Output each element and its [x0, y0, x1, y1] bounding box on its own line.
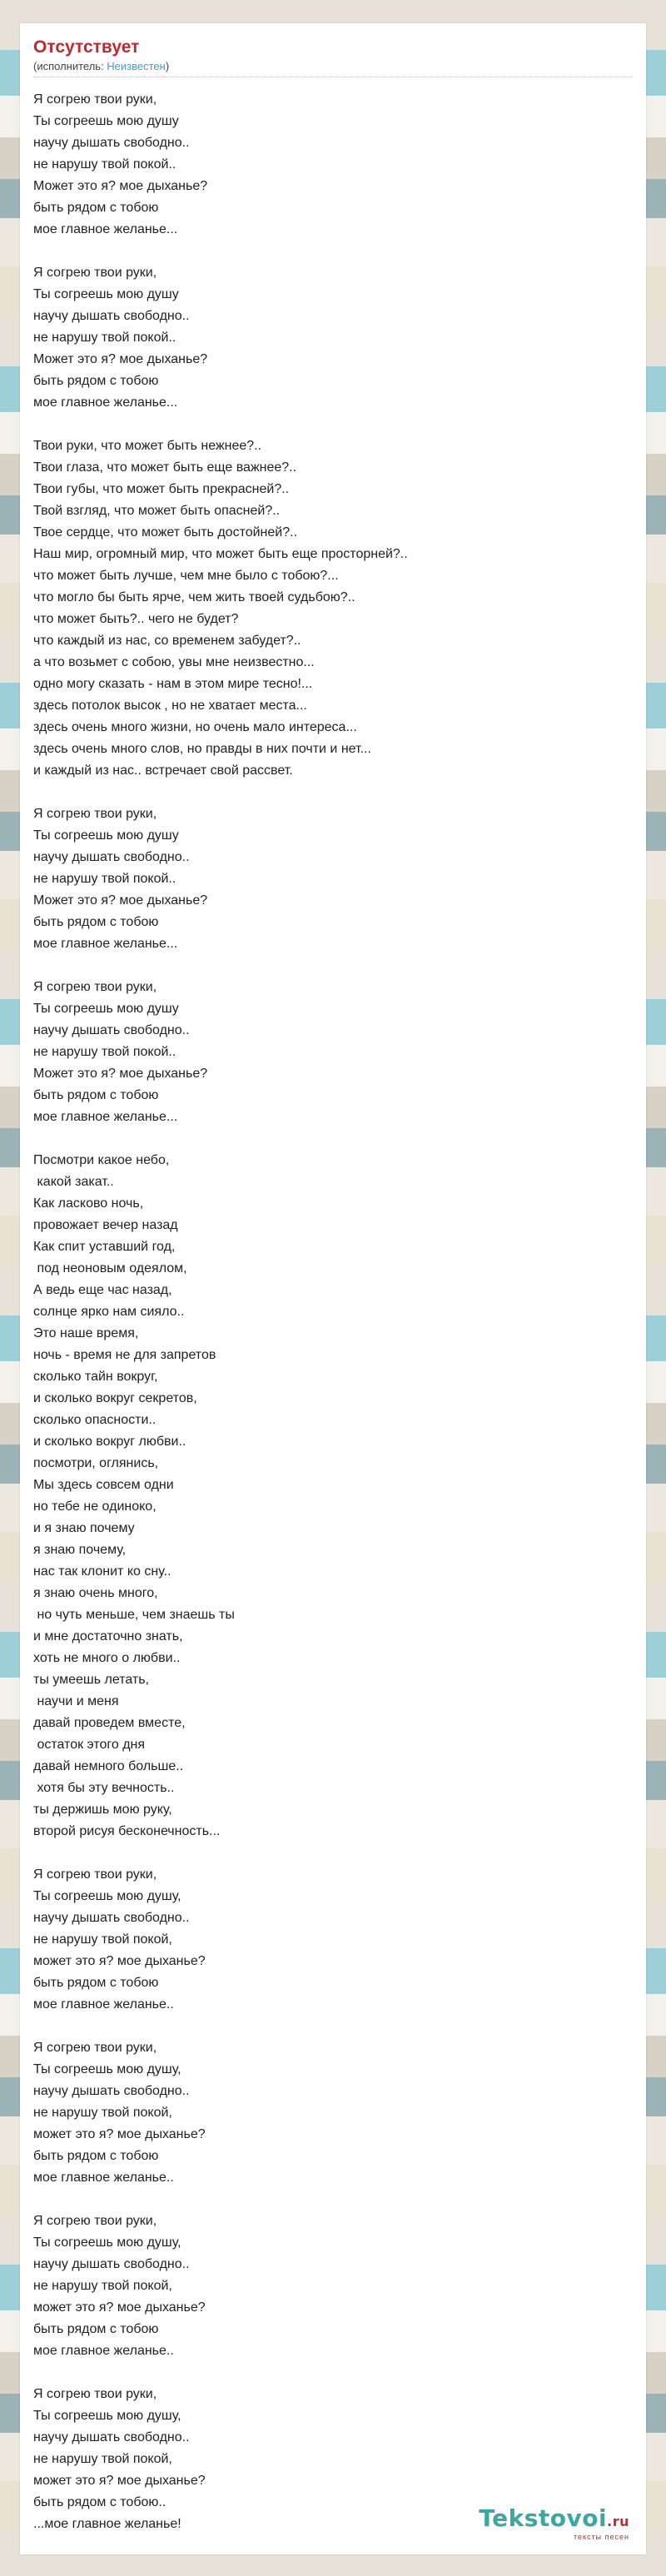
- lyrics-line: Я согрею твои руки,: [33, 92, 157, 107]
- lyrics-line: Посмотри какое небо,: [33, 1153, 170, 1167]
- lyrics-line: Я согрею твои руки,: [33, 266, 157, 280]
- lyrics-line: здесь очень много жизни, но очень мало интереса...: [33, 720, 357, 734]
- lyrics-line: научу дышать свободно..: [33, 850, 190, 864]
- lyrics-line: не нарушу твой покой,: [33, 2279, 172, 2293]
- lyrics-line: какой закат..: [33, 1175, 114, 1189]
- lyrics-line: может это я? мое дыханье?: [33, 1954, 206, 1968]
- lyrics-line: Я согрею твои руки,: [33, 2214, 157, 2228]
- lyrics-line: Как спит уставший год,: [33, 1240, 176, 1254]
- lyrics-line: Я согрею твои руки,: [33, 980, 157, 994]
- lyrics-line: но чуть меньше, чем знаешь ты: [33, 1608, 235, 1622]
- lyrics-line: ты умеешь летать,: [33, 1673, 150, 1687]
- lyrics-line: быть рядом с тобою: [33, 2149, 159, 2163]
- lyrics-line: хоть не много о любви..: [33, 1651, 181, 1665]
- lyrics-line: быть рядом с тобою: [33, 1088, 159, 1102]
- lyrics-line: мое главное желанье..: [33, 2344, 174, 2358]
- lyrics-line: провожает вечер назад: [33, 1218, 178, 1232]
- lyrics-line: хотя бы эту вечность..: [33, 1781, 175, 1795]
- lyrics-line: и я знаю почему: [33, 1521, 135, 1535]
- lyrics-line: не нарушу твой покой..: [33, 872, 176, 886]
- artist-suffix: ): [165, 60, 170, 72]
- lyrics-line: быть рядом с тобою..: [33, 2495, 166, 2509]
- lyrics-line: Это наше время,: [33, 1326, 139, 1340]
- lyrics-line: Я согрею твои руки,: [33, 807, 157, 821]
- lyrics-line: и мне достаточно знать,: [33, 1629, 183, 1644]
- lyrics-line: научу дышать свободно..: [33, 1023, 190, 1037]
- lyrics-line: мое главное желанье...: [33, 1110, 178, 1124]
- lyrics-line: одно могу сказать - нам в этом мире тесно!...: [33, 677, 313, 691]
- song-title: Отсутствует: [33, 37, 140, 57]
- lyrics-line: мое главное желанье..: [33, 2171, 174, 2185]
- lyrics-line: Ты согреешь мою душу,: [33, 2235, 181, 2250]
- logo-wordmark: [479, 2506, 629, 2534]
- lyrics-line: быть рядом с тобою: [33, 915, 159, 929]
- lyrics-stanza: [33, 2210, 633, 2362]
- lyrics-line: что могло бы быть ярче, чем жить твоей судьбою?..: [33, 590, 355, 604]
- lyrics-stanza: [33, 2037, 633, 2189]
- lyrics-line: быть рядом с тобою: [33, 1976, 159, 1990]
- lyrics-line: давай немного больше..: [33, 1759, 184, 1773]
- lyrics-stanza: [33, 435, 633, 782]
- lyrics-line: научу дышать свободно..: [33, 2430, 190, 2444]
- lyrics-line: Может это я? мое дыханье?: [33, 179, 208, 193]
- lyrics-line: и каждый из нас.. встречает свой рассвет.: [33, 763, 293, 778]
- lyrics-line: мое главное желанье...: [33, 395, 178, 410]
- site-logo[interactable]: [479, 2506, 629, 2541]
- lyrics-line: а что возьмет с собою, увы мне неизвестно...: [33, 655, 315, 669]
- lyrics-line: ты держишь мою руку,: [33, 1803, 172, 1817]
- lyrics-line: Ты согреешь мою душу: [33, 1002, 179, 1016]
- lyrics-line: научу дышать свободно..: [33, 2257, 190, 2271]
- lyrics-line: Я согрею твои руки,: [33, 2041, 157, 2055]
- lyrics-line: что может быть лучше, чем мне было с тобою?...: [33, 569, 339, 583]
- lyrics-line: мое главное желанье...: [33, 222, 178, 236]
- lyrics-line: второй рисуя бесконечность...: [33, 1824, 221, 1838]
- lyrics-line: мое главное желанье...: [33, 937, 178, 951]
- lyrics-stanza: [33, 1150, 633, 1842]
- lyrics-line: может это я? мое дыханье?: [33, 2300, 206, 2315]
- lyrics-line: не нарушу твой покой..: [33, 1045, 176, 1059]
- lyrics-line: Твои губы, что может быть прекрасней?..: [33, 482, 290, 496]
- lyrics-line: Я согрею твои руки,: [33, 1867, 157, 1882]
- lyrics-line: давай проведем вместе,: [33, 1716, 186, 1730]
- lyrics-line: здесь потолок высок , но не хватает места...: [33, 699, 307, 713]
- lyrics-line: солнце ярко нам сияло..: [33, 1305, 185, 1319]
- lyrics-line: и сколько вокруг секретов,: [33, 1391, 197, 1405]
- lyrics-line: Ты согреешь мою душу: [33, 287, 179, 301]
- lyrics-stanza: [33, 977, 633, 1128]
- lyrics-line: Ты согреешь мою душу,: [33, 2062, 181, 2076]
- lyrics-line: нас так клонит ко сну..: [33, 1564, 171, 1579]
- lyrics-line: Ты согреешь мою душу,: [33, 1889, 181, 1903]
- lyrics-line: не нарушу твой покой,: [33, 1932, 172, 1947]
- lyrics-line: остаток этого дня: [33, 1738, 146, 1752]
- lyrics-line: Наш мир, огромный мир, что может быть еще просторней?..: [33, 547, 408, 561]
- lyrics-line: научи и меня: [33, 1694, 119, 1708]
- lyrics-line: может это я? мое дыханье?: [33, 2474, 206, 2488]
- lyrics-line: сколько опасности..: [33, 1413, 157, 1427]
- lyrics-line: Мы здесь совсем одни: [33, 1478, 174, 1492]
- lyrics-line: Ты согреешь мою душу: [33, 828, 179, 843]
- lyrics-line: Твои руки, что может быть нежнее?..: [33, 439, 262, 453]
- lyrics-line: но тебе не одиноко,: [33, 1499, 157, 1514]
- lyrics-stanza: [33, 89, 633, 241]
- lyrics-line: Ты согреешь мою душу,: [33, 2409, 181, 2423]
- artist-link[interactable]: Неизвестен: [107, 60, 166, 72]
- lyrics-line: быть рядом с тобою: [33, 2322, 159, 2336]
- lyrics-line: под неоновым одеялом,: [33, 1261, 187, 1276]
- lyrics-line: ...мое главное желанье!: [33, 2517, 181, 2531]
- lyrics-line: я знаю почему,: [33, 1543, 127, 1557]
- lyrics-line: я знаю очень много,: [33, 1586, 158, 1600]
- lyrics-line: Может это я? мое дыханье?: [33, 893, 208, 908]
- song-header: [33, 37, 633, 73]
- lyrics-line: и сколько вокруг любви..: [33, 1435, 186, 1449]
- lyrics-card: [20, 23, 646, 2554]
- lyrics-line: научу дышать свободно..: [33, 2084, 190, 2098]
- lyrics-line: посмотри, оглянись,: [33, 1456, 159, 1470]
- lyrics-line: быть рядом с тобою: [33, 374, 159, 388]
- lyrics-stanza: [33, 803, 633, 955]
- lyrics-line: может это я? мое дыханье?: [33, 2127, 206, 2141]
- lyrics-line: не нарушу твой покой..: [33, 157, 176, 172]
- lyrics-line: сколько тайн вокруг,: [33, 1370, 158, 1384]
- logo-tld: .ru: [607, 2514, 629, 2529]
- lyrics-line: не нарушу твой покой..: [33, 331, 176, 345]
- logo-tagline: тексты песен: [573, 2533, 629, 2541]
- lyrics-line: Твое сердце, что может быть достойней?..: [33, 525, 298, 540]
- logo-name: Tekstovoi: [479, 2504, 608, 2532]
- lyrics-line: не нарушу твой покой,: [33, 2106, 172, 2120]
- lyrics-stanza: [33, 1864, 633, 2016]
- lyrics-stanza: [33, 262, 633, 414]
- artist-line: [33, 60, 633, 73]
- lyrics-line: что может быть?.. чего не будет?: [33, 612, 239, 626]
- lyrics-line: научу дышать свободно..: [33, 136, 190, 150]
- artist-prefix: (исполнитель:: [33, 60, 107, 72]
- lyrics-line: научу дышать свободно..: [33, 309, 190, 323]
- lyrics-line: научу дышать свободно..: [33, 1911, 190, 1925]
- lyrics-line: Я согрею твои руки,: [33, 2387, 157, 2401]
- lyrics-line: здесь очень много слов, но правды в них почти и нет...: [33, 742, 371, 756]
- lyrics-line: ночь - время не для запретов: [33, 1348, 216, 1362]
- lyrics-line: мое главное желанье..: [33, 1997, 174, 2012]
- lyrics-line: не нарушу твой покой,: [33, 2452, 172, 2466]
- lyrics-line: Ты согреешь мою душу: [33, 114, 179, 128]
- lyrics-line: Твои глаза, что может быть еще важнее?..: [33, 460, 297, 475]
- lyrics-line: А ведь еще час назад,: [33, 1283, 172, 1297]
- lyrics-line: быть рядом с тобою: [33, 201, 159, 215]
- lyrics-line: Как ласково ночь,: [33, 1196, 144, 1211]
- lyrics-text: [33, 89, 633, 2557]
- lyrics-line: Твой взгляд, что может быть опасней?..: [33, 504, 281, 518]
- lyrics-line: Может это я? мое дыханье?: [33, 352, 208, 366]
- lyrics-line: что каждый из нас, со временем забудет?..: [33, 634, 301, 648]
- lyrics-line: Может это я? мое дыханье?: [33, 1067, 208, 1081]
